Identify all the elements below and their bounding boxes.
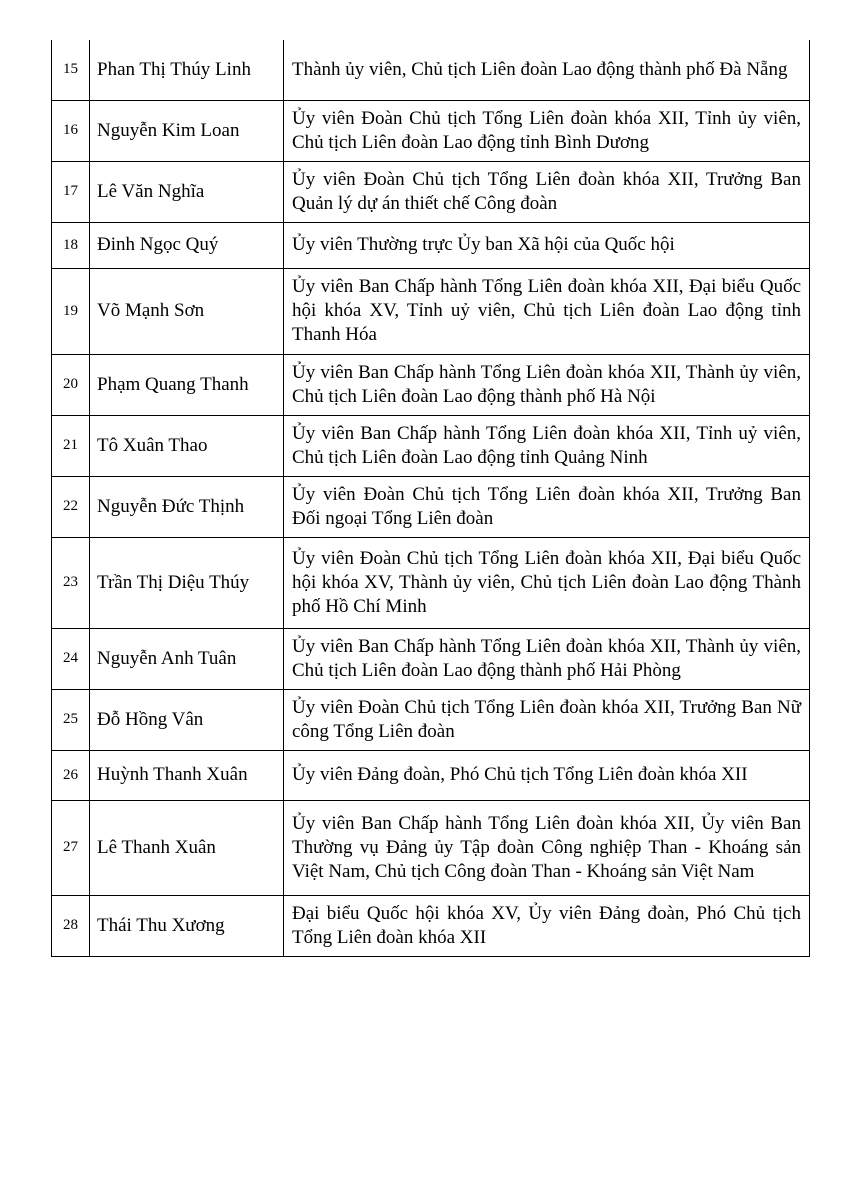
row-number: 20: [52, 354, 90, 415]
row-number: 18: [52, 222, 90, 268]
member-name: Huỳnh Thanh Xuân: [90, 750, 284, 800]
table-row: [52, 476, 810, 537]
member-name: Lê Văn Nghĩa: [90, 161, 284, 222]
table-row: [52, 40, 810, 100]
table-row: [52, 161, 810, 222]
member-position: Thành ủy viên, Chủ tịch Liên đoàn Lao động thành phố Đà Nẵng: [284, 40, 810, 100]
row-number: 22: [52, 476, 90, 537]
row-number: 15: [52, 40, 90, 100]
table-row: [52, 895, 810, 956]
table-row: [52, 222, 810, 268]
member-position: Ủy viên Ban Chấp hành Tổng Liên đoàn khóa XII, Thành ủy viên, Chủ tịch Liên đoàn Lao động thành phố Hải Phòng: [284, 628, 810, 689]
row-number: 17: [52, 161, 90, 222]
member-position: Ủy viên Đoàn Chủ tịch Tổng Liên đoàn khóa XII, Trưởng Ban Nữ công Tổng Liên đoàn: [284, 689, 810, 750]
member-position: Ủy viên Đảng đoàn, Phó Chủ tịch Tổng Liên đoàn khóa XII: [284, 750, 810, 800]
row-number: 28: [52, 895, 90, 956]
member-position: Ủy viên Ban Chấp hành Tổng Liên đoàn khóa XII, Tỉnh uỷ viên, Chủ tịch Liên đoàn Lao động tỉnh Quảng Ninh: [284, 415, 810, 476]
member-name: Đỗ Hồng Vân: [90, 689, 284, 750]
table-row: [52, 689, 810, 750]
row-number: 26: [52, 750, 90, 800]
member-position: Ủy viên Đoàn Chủ tịch Tổng Liên đoàn khóa XII, Trưởng Ban Quản lý dự án thiết chế Công đoàn: [284, 161, 810, 222]
member-position: Ủy viên Ban Chấp hành Tổng Liên đoàn khóa XII, Ủy viên Ban Thường vụ Đảng ủy Tập đoàn Công nghiệp Than - Khoáng sản Việt Nam, Chủ tịch Công đoàn Than - Khoáng sản Việt Nam: [284, 800, 810, 895]
table-row: [52, 537, 810, 628]
member-name: Trần Thị Diệu Thúy: [90, 537, 284, 628]
table-row: [52, 354, 810, 415]
table-row: [52, 415, 810, 476]
table-row: [52, 800, 810, 895]
row-number: 24: [52, 628, 90, 689]
row-number: 16: [52, 100, 90, 161]
member-position: Ủy viên Thường trực Ủy ban Xã hội của Quốc hội: [284, 222, 810, 268]
member-position: Đại biểu Quốc hội khóa XV, Ủy viên Đảng đoàn, Phó Chủ tịch Tổng Liên đoàn khóa XII: [284, 895, 810, 956]
member-name: Phan Thị Thúy Linh: [90, 40, 284, 100]
member-position: Ủy viên Đoàn Chủ tịch Tổng Liên đoàn khóa XII, Trưởng Ban Đối ngoại Tổng Liên đoàn: [284, 476, 810, 537]
member-position: Ủy viên Ban Chấp hành Tổng Liên đoàn khóa XII, Đại biểu Quốc hội khóa XV, Tỉnh uỷ viên, Chủ tịch Liên đoàn Lao động tỉnh Thanh Hóa: [284, 268, 810, 354]
row-number: 21: [52, 415, 90, 476]
member-name: Lê Thanh Xuân: [90, 800, 284, 895]
member-table-body: [52, 40, 810, 956]
member-name: Tô Xuân Thao: [90, 415, 284, 476]
member-table: [51, 40, 810, 957]
table-row: [52, 268, 810, 354]
member-position: Ủy viên Đoàn Chủ tịch Tổng Liên đoàn khóa XII, Đại biểu Quốc hội khóa XV, Thành ủy viên, Chủ tịch Liên đoàn Lao động Thành phố Hồ Chí Minh: [284, 537, 810, 628]
table-row: [52, 100, 810, 161]
row-number: 25: [52, 689, 90, 750]
member-position: Ủy viên Đoàn Chủ tịch Tổng Liên đoàn khóa XII, Tỉnh ủy viên, Chủ tịch Liên đoàn Lao động tỉnh Bình Dương: [284, 100, 810, 161]
row-number: 19: [52, 268, 90, 354]
table-row: [52, 628, 810, 689]
row-number: 23: [52, 537, 90, 628]
member-name: Nguyễn Anh Tuân: [90, 628, 284, 689]
member-name: Đinh Ngọc Quý: [90, 222, 284, 268]
member-position: Ủy viên Ban Chấp hành Tổng Liên đoàn khóa XII, Thành ủy viên, Chủ tịch Liên đoàn Lao động thành phố Hà Nội: [284, 354, 810, 415]
member-name: Nguyễn Đức Thịnh: [90, 476, 284, 537]
member-name: Võ Mạnh Sơn: [90, 268, 284, 354]
member-name: Nguyễn Kim Loan: [90, 100, 284, 161]
row-number: 27: [52, 800, 90, 895]
table-row: [52, 750, 810, 800]
member-name: Thái Thu Xương: [90, 895, 284, 956]
member-name: Phạm Quang Thanh: [90, 354, 284, 415]
